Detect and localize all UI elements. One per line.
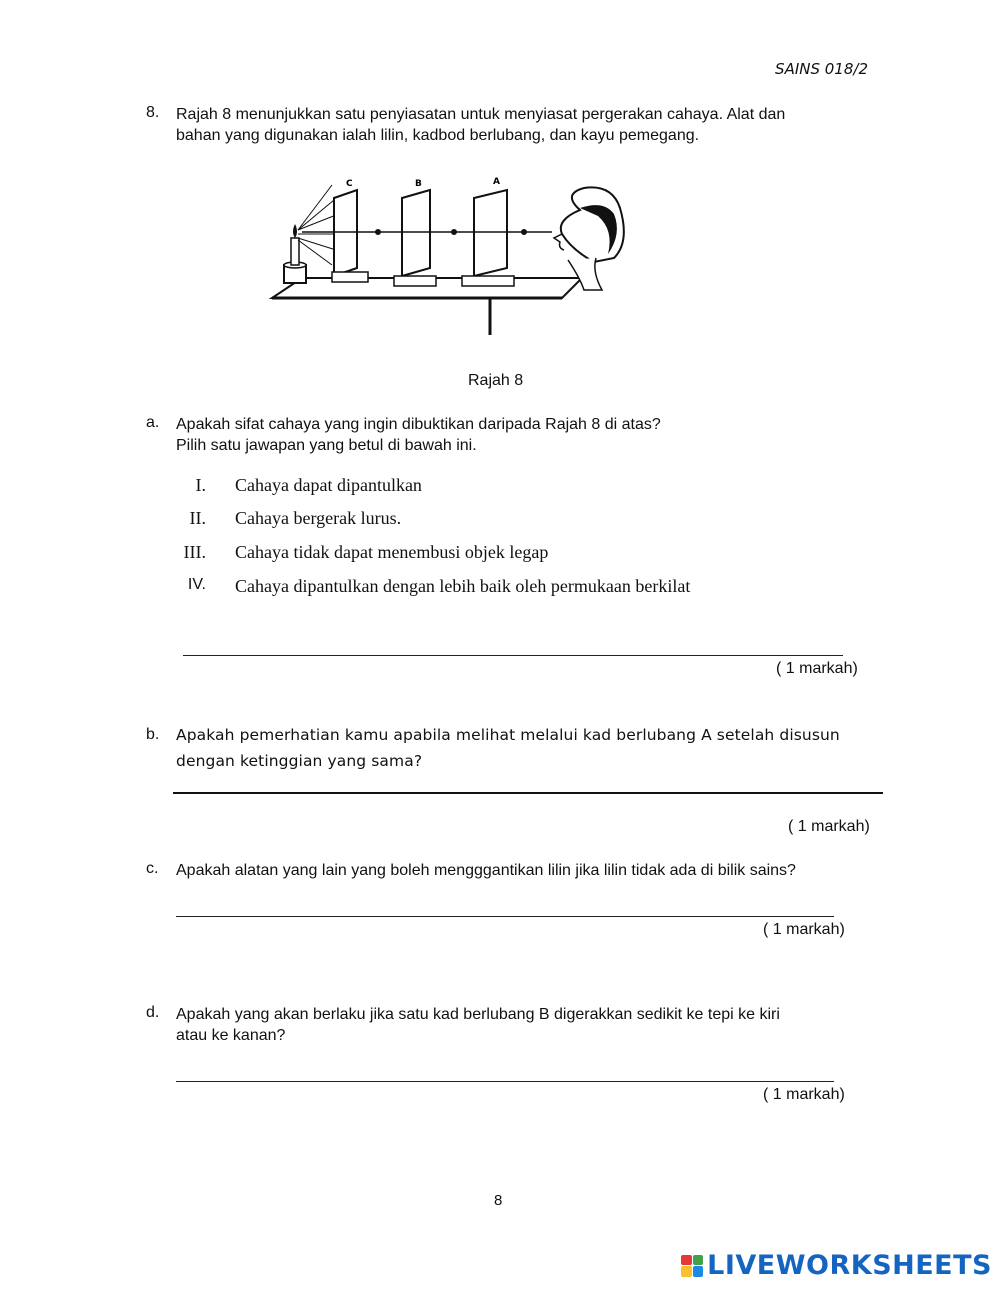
question-number: 8. <box>146 104 160 121</box>
card-a <box>474 190 507 276</box>
logo-text: LIVEWORKSHEETS <box>707 1250 992 1281</box>
card-c <box>334 190 357 276</box>
option-1-text: Cahaya dapat dipantulkan <box>235 475 422 495</box>
answer-line-c[interactable] <box>176 916 834 917</box>
option-3-number: III. <box>183 542 206 562</box>
question-intro-line2: bahan yang digunakan ialah lilin, kadbod berlubang, dan kayu pemegang. <box>176 127 700 144</box>
card-b <box>402 190 430 276</box>
part-b-line2: dengan ketinggian yang sama? <box>176 752 423 770</box>
observer-icon <box>554 187 624 290</box>
page-number: 8 <box>494 1192 503 1209</box>
part-a-line1: Apakah sifat cahaya yang ingin dibuktikan daripada Rajah 8 di atas? <box>176 416 661 433</box>
part-d-line2: atau ke kanan? <box>176 1027 286 1044</box>
liveworksheets-logo[interactable] <box>681 1250 992 1281</box>
candle-icon <box>291 238 299 265</box>
option-4-number: IV. <box>187 576 206 593</box>
figure-caption: Rajah 8 <box>468 372 524 389</box>
experiment-diagram <box>262 150 642 340</box>
part-a-line2: Pilih satu jawapan yang betul di bawah ini. <box>176 437 477 454</box>
option-2-number: II. <box>189 508 206 528</box>
mark-a: ( 1 markah) <box>776 660 858 677</box>
question-intro-line1: Rajah 8 menunjukkan satu penyiasatan untuk menyiasat pergerakan cahaya. Alat dan <box>176 106 786 123</box>
part-b-line1: Apakah pemerhatian kamu apabila melihat melalui kad berlubang A setelah disusun <box>176 726 840 744</box>
answer-line-a[interactable] <box>183 655 843 656</box>
answer-line-b[interactable] <box>173 792 883 794</box>
mark-c: ( 1 markah) <box>763 921 845 938</box>
option-3-text: Cahaya tidak dapat menembusi objek legap <box>235 542 549 562</box>
mark-d: ( 1 markah) <box>763 1086 845 1103</box>
answer-line-d[interactable] <box>176 1081 834 1082</box>
label-c: C <box>346 179 353 189</box>
mark-b: ( 1 markah) <box>788 818 870 835</box>
option-2-text: Cahaya bergerak lurus. <box>235 508 402 528</box>
light-rays <box>298 185 337 265</box>
part-c-label: c. <box>146 860 159 877</box>
flame-icon <box>293 224 297 238</box>
option-1-number: I. <box>195 475 206 495</box>
header-code: SAINS 018/2 <box>775 60 868 78</box>
option-4-text: Cahaya dipantulkan dengan lebih baik oleh permukaan berkilat <box>235 576 691 596</box>
part-d-line1: Apakah yang akan berlaku jika satu kad berlubang B digerakkan sedikit ke tepi ke kiri <box>176 1006 780 1023</box>
part-d-label: d. <box>146 1004 160 1021</box>
part-a-label: a. <box>146 414 160 431</box>
part-b-label: b. <box>146 726 160 743</box>
part-c-line1: Apakah alatan yang lain yang boleh mengggantikan lilin jika lilin tidak ada di bilik sains? <box>176 862 796 879</box>
logo-icon <box>681 1255 703 1277</box>
label-a: A <box>493 177 500 187</box>
label-b: B <box>415 179 422 189</box>
